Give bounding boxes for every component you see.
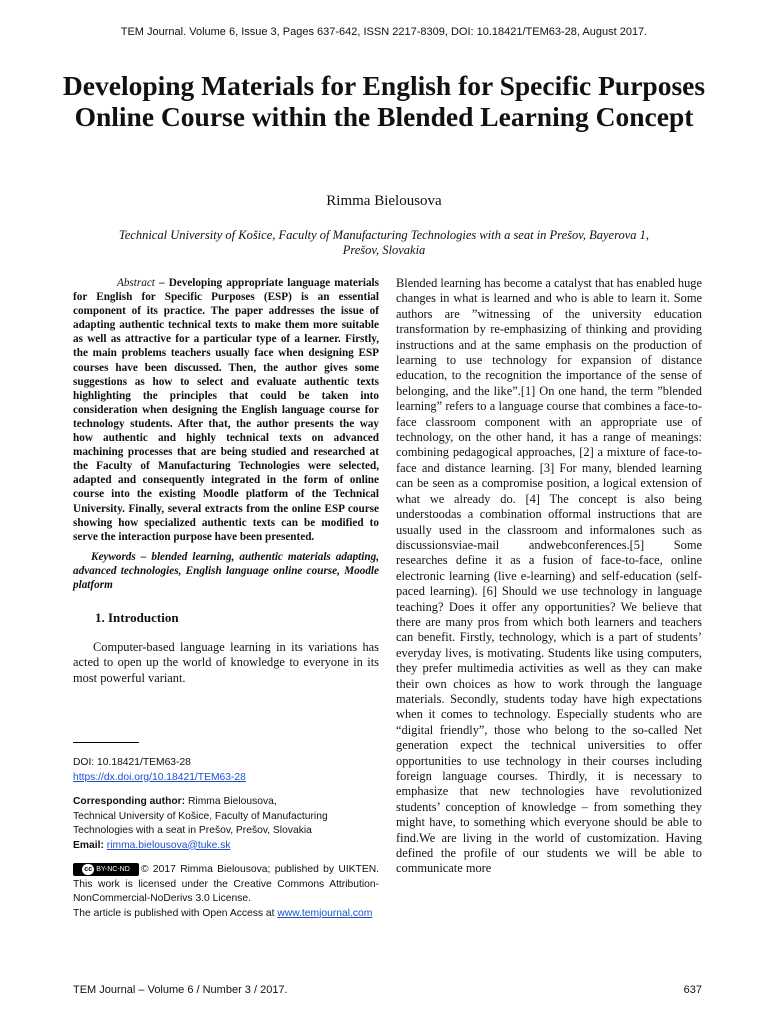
license-notice xyxy=(73,863,379,907)
cc-badge-text: BY-NC-ND xyxy=(96,866,130,873)
footer-journal: TEM Journal – Volume 6 / Number 3 / 2017. xyxy=(73,984,288,996)
intro-paragraph: Computer-based language learning in its variations has acted to open up the world of knowledge to everyone in its most powerful variant. xyxy=(73,640,379,685)
section-heading-introduction: 1. Introduction xyxy=(95,610,179,626)
abstract-text: Developing appropriate language materials for English for Specific Purposes (ESP) is an essential component of its practice. The paper addresses the issue of adapting authentic technical texts to make them more suitable as well as attractive for a particular type of a learner. Firstly, the main problems teachers usually face when designing ESP courses have been discussed. Then, the author gives some suggestions as how to select and evaluate authentic texts highlighting the principles that could be taken into consideration when designing the English language course for technology students. After that, the author presents the way how authentic and highly technical texts on advanced machining processes that are being studied and researched at the Faculty of Manufacturing Technologies were selected, adapted and consequently integrated in the form of online course into the existing Moodle platform of the Technical University. Finally, several extracts from the online ESP course showing how specialized authentic texts can be modified to serve the interaction purpose have been presented. xyxy=(73,277,379,543)
page-number: 637 xyxy=(683,984,702,996)
email-line xyxy=(73,839,379,854)
doi-line: DOI: 10.18421/TEM63-28 xyxy=(73,757,191,768)
paper-title: Developing Materials for English for Specific Purposes Online Course within the Blended Learning Concept xyxy=(62,70,706,132)
abstract xyxy=(73,276,379,544)
creative-commons-icon: cc BY-NC-ND xyxy=(73,863,139,876)
open-access-text: The article is published with Open Access at xyxy=(73,907,278,919)
corresponding-author-name: Rimma Bielousova, xyxy=(185,796,277,807)
email-link[interactable]: rimma.bielousova@tuke.sk xyxy=(106,839,231,851)
blended-learning-paragraph: Blended learning has become a catalyst that has enabled huge changes in what is learned and who is able to learn it. Some authors are ”witnessing of the university education transformation by re-emphasizing of thinking and providing instructions and at the same emphasis on the production of learning to use technology for expansion of distance education, to the recognition the importance of the sense of belonging, and the like”.[1] On one hand, the term ”blended learning” refers to a language course that combines a face-to-face classroom component with an appropriate use of technology, on the other hand, it has a range of meanings: combining pedagogical approaches, [2] a mixture of face-to-face and distance learning. [3] For many, blended learning can be seen as a compromise position, a logical extension of what we already do. [4] The concept is also being understoodas a combination offormal instructions that are usually used in the classroom and informalones such as discussionsviae-mail andwebconferences.[5] Some researches define it as a fusion of face-to-face, online electronic learning (live e-learning) and self-education (self-paced learning). [6] Should we use technology in language teaching? Does it offer any opportunities? We believe that there are many pros from which both learners and teachers can benefit. Firstly, technology, which is a part of students’ everyday lives, is motivating. Students like using computers, they prefer multimedia activities as well as they can make their own choices as how to work through the language materials. Secondly, students today have high expectations when it comes to technology. Especially students who are “digital friendly”, those who belong to the so-called Net generation expect the technical universities to offer opportunities to use technology in their courses including foreign language courses. Thirdly, it is necessary to emphasize that new technologies have revolutionized students’ conception of knowledge – from something they might have, to something which everyone should be able to find.We are living in the world of customization. Having defined the profile of our students we will be able to communicate more xyxy=(396,276,702,876)
corresponding-author-label: Corresponding author: xyxy=(73,796,186,807)
right-column xyxy=(396,276,702,877)
left-column xyxy=(73,276,379,686)
open-access-notice xyxy=(73,907,379,922)
email-label: Email: xyxy=(73,839,104,851)
keywords: Keywords – blended learning, authentic materials adapting, advanced technologies, English language online course, Moodle platform xyxy=(73,550,379,591)
doi-link[interactable]: https://dx.doi.org/10.18421/TEM63-28 xyxy=(73,771,246,783)
abstract-label: Abstract xyxy=(117,277,155,289)
running-head: TEM Journal. Volume 6, Issue 3, Pages 637-642, ISSN 2217-8309, DOI: 10.18421/TEM63-28, August 2017. xyxy=(120,26,648,38)
footnotes xyxy=(73,756,379,921)
abstract-dash: – xyxy=(154,277,169,289)
author-name: Rimma Bielousova xyxy=(326,193,442,209)
corresponding-author-institution: Technical University of Košice, Faculty of Manufacturing Technologies with a seat in Prešov, Prešov, Slovakia xyxy=(73,810,328,836)
license-text: © 2017 Rimma Bielousova; published by UIKTEN. This work is licensed under the Creative Commons Attribution-NonCommercial-NoDerivs 3.0 License. xyxy=(73,864,379,905)
author-affiliation: Technical University of Košice, Faculty of Manufacturing Technologies with a seat in Prešov, Bayerova 1, Prešov, Slovakia xyxy=(118,228,650,257)
journal-website-link[interactable]: www.temjournal.com xyxy=(277,907,373,919)
footnote-rule xyxy=(73,742,139,743)
corresponding-author xyxy=(73,795,379,810)
